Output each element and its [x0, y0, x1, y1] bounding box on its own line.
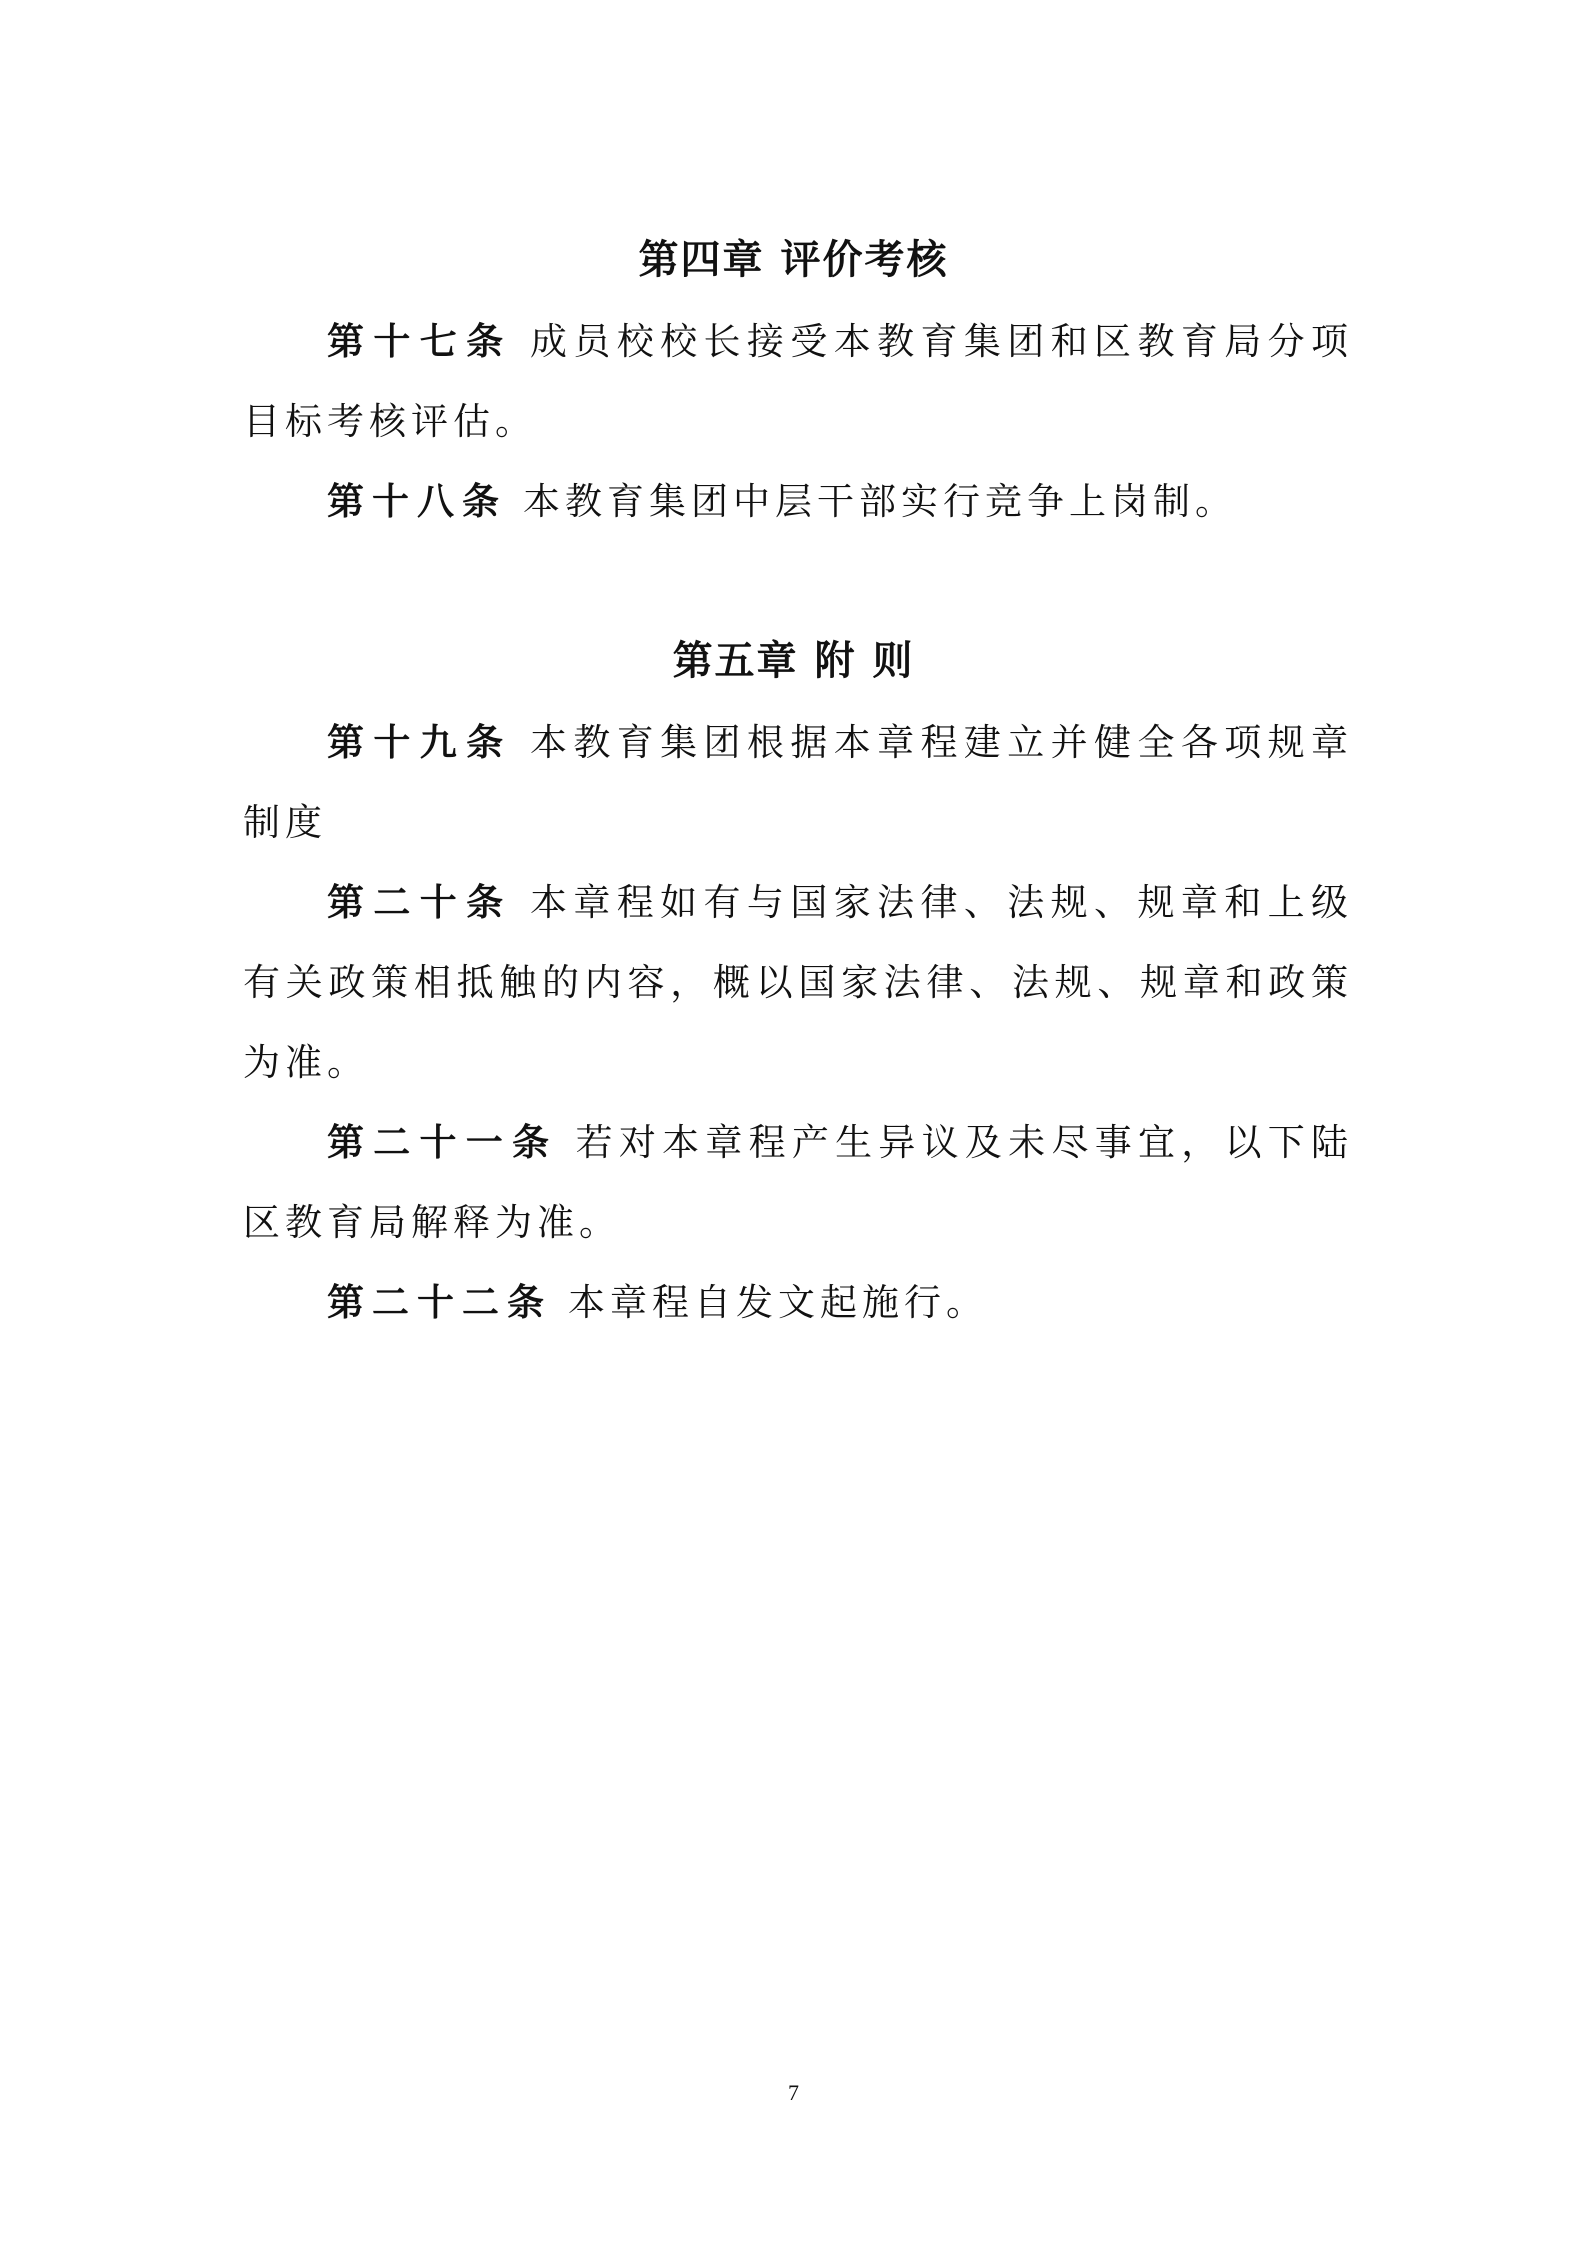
- chapter-5-title: 第五章 附 则: [672, 638, 915, 684]
- article-21-number: 第二十一条: [327, 1121, 559, 1164]
- chapter-4-title: 第四章 评价考核: [638, 237, 949, 283]
- article-20-number: 第二十条: [327, 881, 513, 924]
- article-17-number: 第十七条: [327, 320, 513, 363]
- article-21: [243, 1103, 1353, 1263]
- article-21-text: 若对本章程产生异议及未尽事宜，以下陆区教育局解释为准。: [243, 1121, 1354, 1244]
- article-17-text: 成员校校长接受本教育集团和区教育局分项目标考核评估。: [243, 320, 1354, 443]
- article-20-text: 本章程如有与国家法律、法规、规章和上级有关政策相抵触的内容，概以国家法律、法规、规章和政策为准。: [243, 881, 1354, 1084]
- article-22-number: 第二十二条: [327, 1281, 552, 1324]
- article-22: [243, 1263, 1353, 1343]
- article-20: [243, 863, 1353, 1103]
- article-18: [243, 462, 1353, 542]
- article-22-text: 本章程自发文起施行。: [568, 1281, 988, 1324]
- article-19: [243, 703, 1353, 863]
- article-18-number: 第十八条: [327, 480, 507, 523]
- article-19-text: 本教育集团根据本章程建立并健全各项规章制度: [243, 721, 1354, 844]
- article-17: [243, 302, 1353, 462]
- page-number: 7: [788, 2080, 799, 2105]
- article-19-number: 第十九条: [327, 721, 513, 764]
- article-18-text: 本教育集团中层干部实行竞争上岗制。: [523, 480, 1237, 523]
